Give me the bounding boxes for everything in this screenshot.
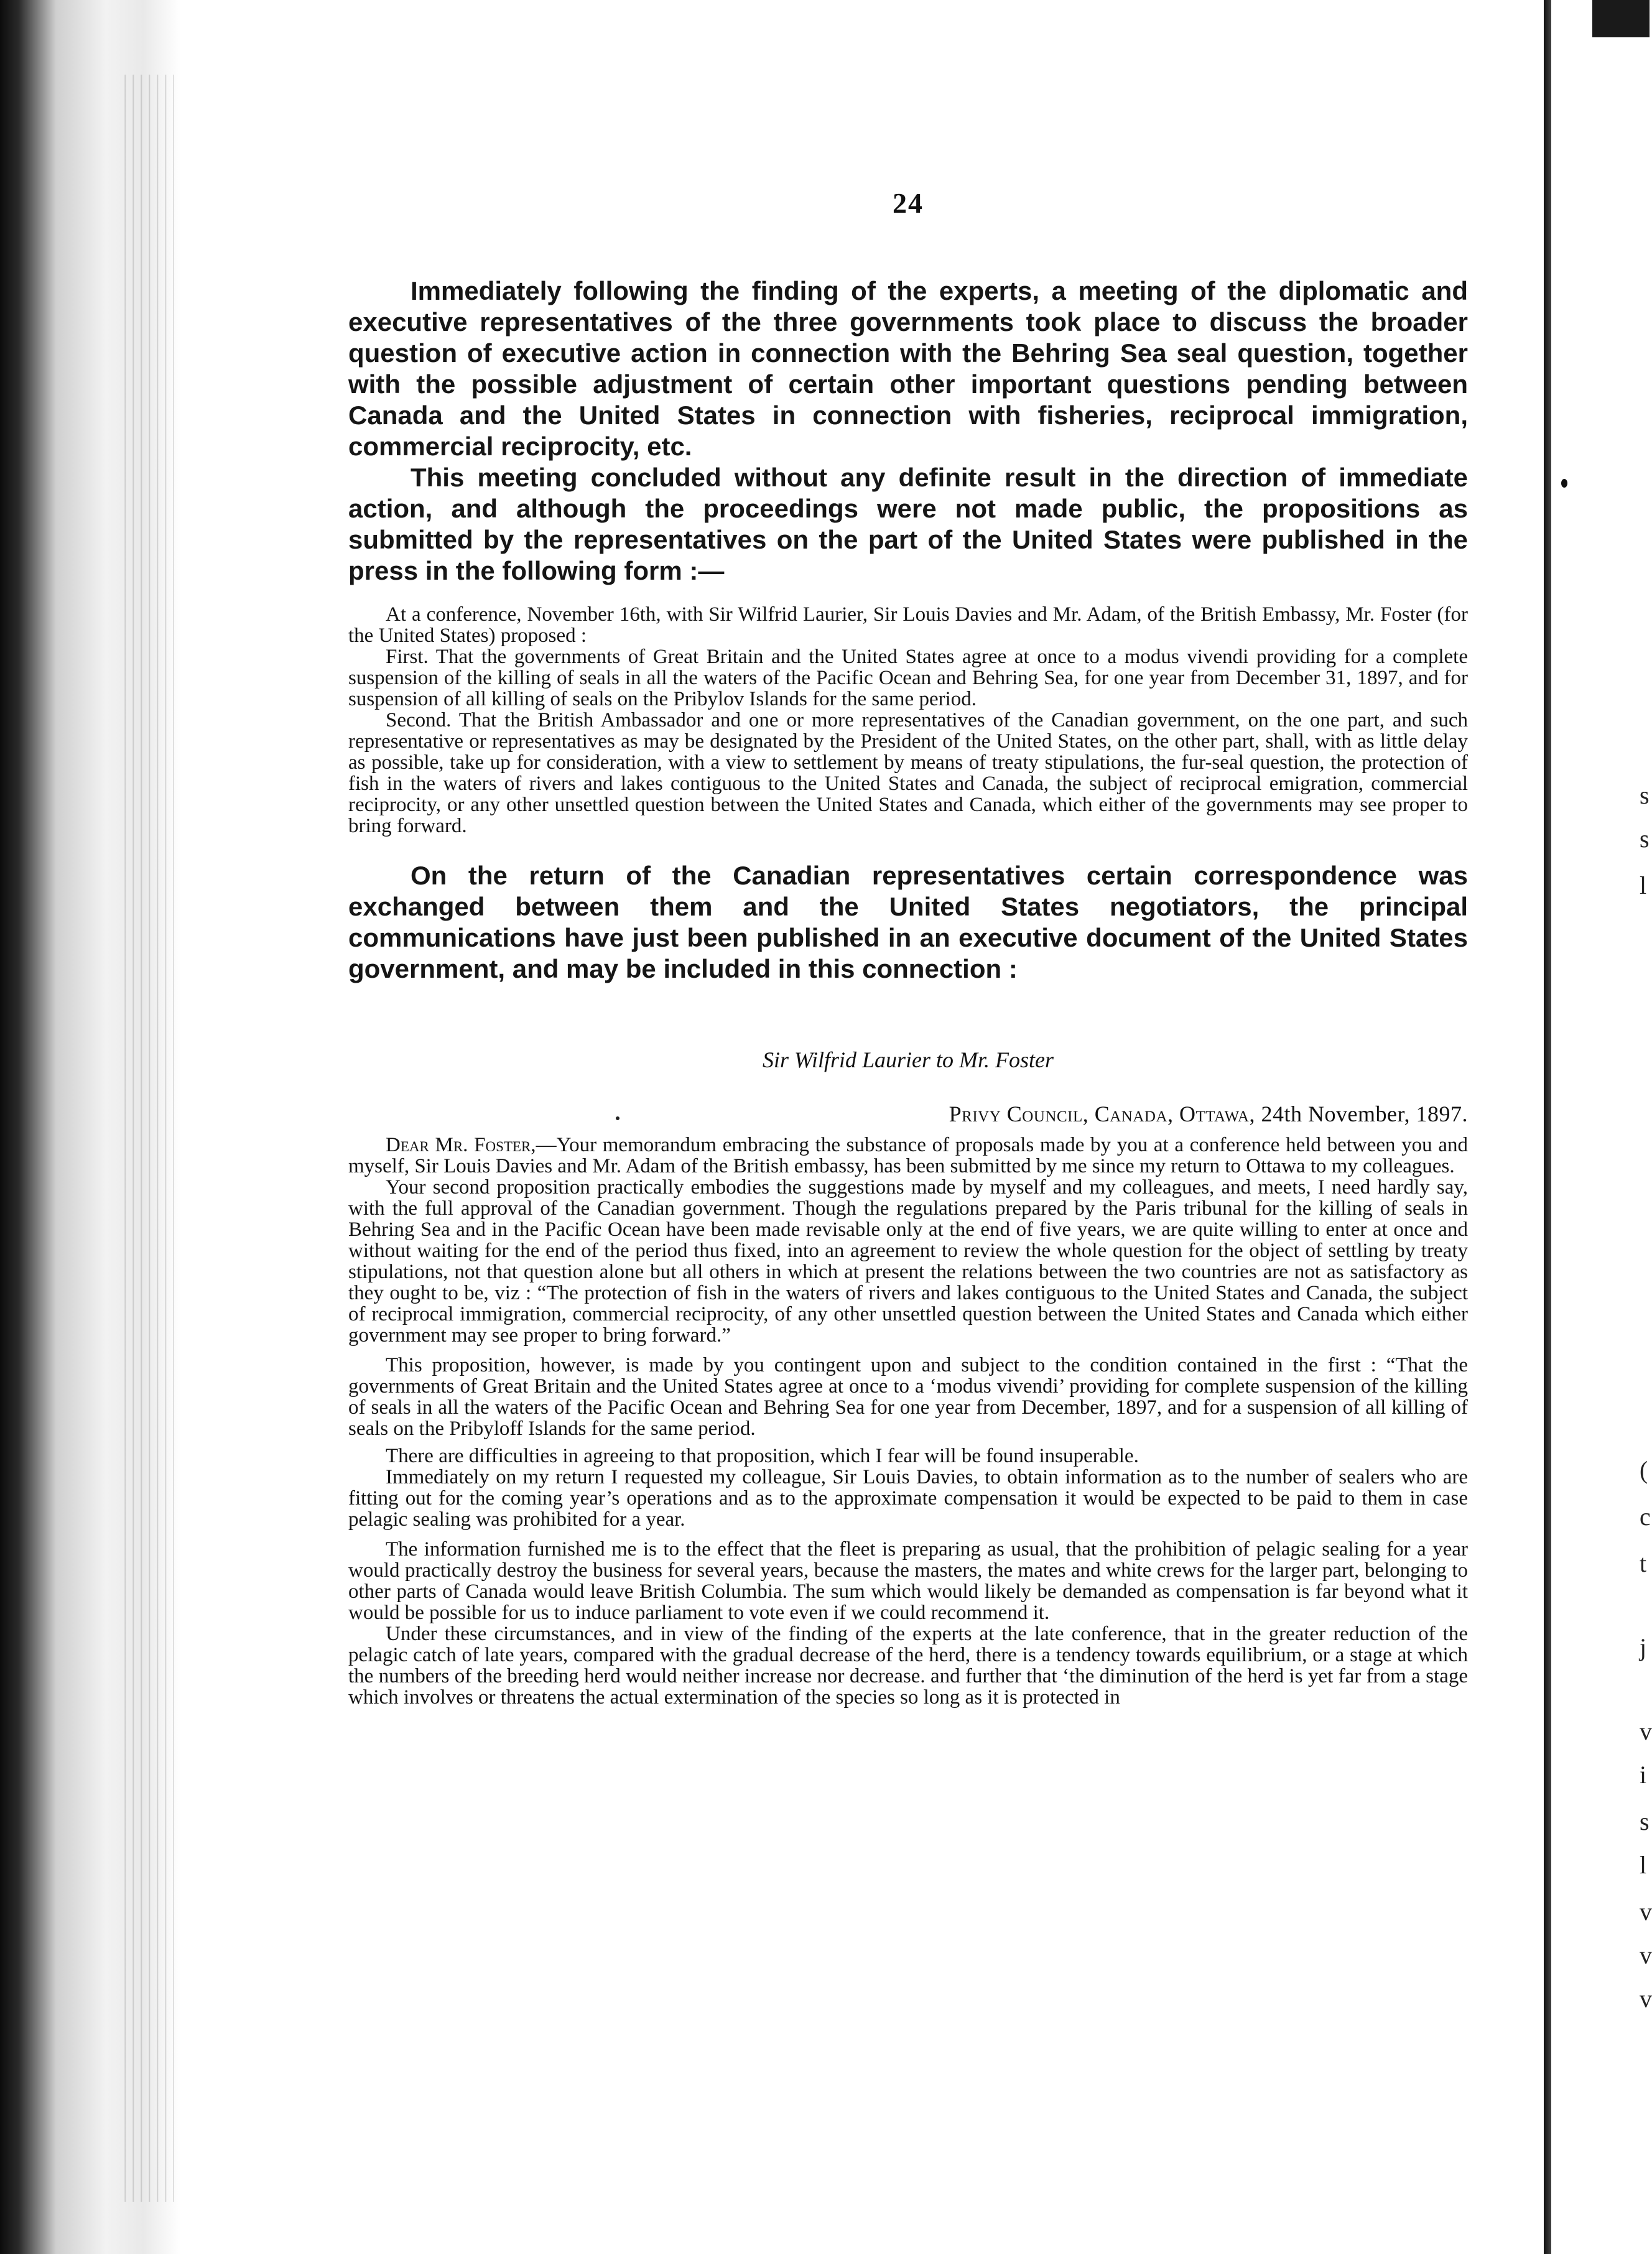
letter-paragraph: Immediately on my return I requested my colleague, Sir Louis Davies, to obtain information as to the number of sealers who are fitting out for the coming year’s operations and as to the approximate compensation it would be expected to be paid to them in case pelagic sealing was prohibited for a year. (348, 1466, 1468, 1531)
letter-paragraph: Under these circumstances, and in view of the finding of the experts at the late conference, that in the greater reduction of the pelagic catch of late years, compared with the gradual decrease of the herd, there is a tendency towards equilibrium, or a stage at which the numbers of the breeding herd would neither increase nor decrease. and further that ‘the diminution of the herd is yet far from a stage which involves or threatens the actual extermination of the species so long as it is protected in (348, 1623, 1468, 1709)
letter-paragraph (348, 1134, 1468, 1177)
letter-paragraph: There are difficulties in agreeing to that proposition, which I fear will be found insuperable. (386, 1445, 1139, 1467)
quote-paragraph: At a conference, November 16th, with Sir Wilfrid Laurier, Sir Louis Davies and Mr. Adam, of the British Embassy, Mr. Foster (for the United States) proposed : (348, 603, 1468, 647)
margin-fragment: ( (1640, 1456, 1648, 1484)
margin-fragment: t (1640, 1549, 1647, 1577)
quote-paragraph: Second. That the British Ambassador and one or more representatives of the Canadian government, on the one part, and such representative or representatives as may be designated by the President of the United States, on the other part, shall, with as little delay as possible, take up for consideration, with a view to settlement by means of treaty stipulations, the fur-seal question, the protection of fish in the waters of rivers and lakes contiguous to the United States and Canada, the subject of reciprocal emigration, commercial reciprocity, or any other unsettled question between the United States and Canada, which either of the governments may see proper to bring forward. (348, 709, 1468, 837)
right-page-margin (1543, 0, 1650, 2254)
page-edge-lines (118, 75, 174, 2202)
right-page-edge (1544, 0, 1551, 2254)
letter-salutation: Dear Mr. Foster, (386, 1134, 536, 1156)
margin-fragment: l (1640, 1851, 1647, 1879)
margin-fragment: v (1640, 1985, 1652, 2013)
right-corner-shadow (1592, 0, 1650, 37)
letter-body (348, 1134, 1468, 1708)
page-number: 24 (893, 187, 924, 219)
dateline-date: 24th November, 1897. (1255, 1101, 1468, 1126)
dateline-place: Privy Council, Canada, Ottawa, (949, 1101, 1255, 1126)
letter-title: Sir Wilfrid Laurier to Mr. Foster (762, 1047, 1054, 1072)
margin-fragment: v (1640, 1941, 1652, 1969)
intro-paragraph: This meeting concluded without any definite result in the direction of immediate action, and although the proceedings were not made public, the propositions as submitted by the representatives on the part of the United States were published in the press in the following form :— (348, 463, 1468, 585)
margin-fragment: c (1640, 1503, 1651, 1531)
return-paragraph: On the return of the Canadian representatives certain correspondence was exchanged between them and the United States negotiators, the principal communications have just been published in an executive document of the United States government, and may be included in this connection : (348, 861, 1468, 983)
letter-paragraph-text: —Your memorandum embracing the substance of proposals made by you at a conference held between you and myself, Sir Louis Davies and Mr. Adam of the British embassy, has been submitted by me since my return to Ottawa to my colleagues. (348, 1134, 1469, 1177)
document-page (348, 187, 1468, 1708)
letter-dateline (348, 1101, 1468, 1127)
margin-fragment: j (1640, 1633, 1647, 1661)
margin-fragment: s (1640, 825, 1650, 853)
letter-paragraph: The information furnished me is to the effect that the fleet is preparing as usual, that the prohibition of pelagic sealing for a year would practically destroy the business for several years, because the masters, the mates and white crews for the larger part, belonging to other parts of Canada would leave British Columbia. The sum which would likely be demanded as compensation is far beyond what it would be possible for us to induce parliament to vote even if we could recommend it. (348, 1538, 1468, 1624)
conference-quote (348, 604, 1468, 837)
right-margin-mark (1561, 479, 1567, 488)
margin-fragment: l (1640, 871, 1647, 899)
margin-fragment: v (1640, 1717, 1652, 1745)
margin-fragment: v (1640, 1898, 1652, 1926)
intro-paragraph: Immediately following the finding of the experts, a meeting of the diplomatic and executive representatives of the three governments took place to discuss the broader question of executive action in connection with the Behring Sea seal question, together with the possible adjustment of certain other important questions pending between Canada and the United States in connection with fisheries, reciprocal immigration, commercial reciprocity, etc. (348, 276, 1468, 461)
letter-paragraph: Your second proposition practically embodies the suggestions made by myself and my colleagues, and meets, I need hardly say, with the full approval of the Canadian government. Though the regulations prepared by the Paris tribunal for the killing of seals in Behring Sea and in the Pacific Ocean have been made revisable only at the end of five years, we are quite willing to enter at once and without waiting for the end of the period thus fixed, into an agreement to review the whole question for the object of settling by treaty stipulations, not that question alone but all others in which at present the relations between the two countries are not as satisfactory as they ought to be, viz : “The protection of fish in the waters of rivers and lakes contiguous to the United States and Canada, the subject of reciprocal immigration, commercial reciprocity, of any other unsettled question between the United States and Canada which either government may see proper to bring forward.” (348, 1176, 1468, 1347)
quote-paragraph: First. That the governments of Great Britain and the United States agree at once to a modus vivendi providing for a complete suspension of the killing of seals in all the waters of the Pacific Ocean and Behring Sea, for one year from December 31, 1897, and for suspension of all killing of seals on the Pribylov Islands for the same period. (348, 646, 1468, 710)
margin-fragment: s (1640, 781, 1650, 809)
letter-paragraph: This proposition, however, is made by you contingent upon and subject to the condition contained in the first : “That the governments of Great Britain and the United States agree at once to a ‘modus vivendi’ providing for complete suspension of the killing of seals in all the waters of the Pacific Ocean and Behring Sea for one year from December, 1897, and for a suspension of all killing of seals on the Pribyloff Islands for the same period. (348, 1354, 1468, 1440)
margin-fragment: s (1640, 1807, 1650, 1835)
margin-fragment: i (1640, 1761, 1647, 1789)
